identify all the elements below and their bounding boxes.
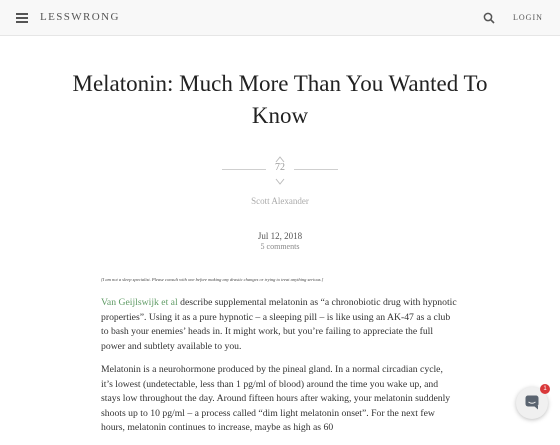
paragraph-text: describe supplemental melatonin as “a chronobiotic drug with hypnotic properties”. Using it as a pure hypnotic – a sleeping pill – is like using an AK-47 as a club to bash your enemies’ heads in. It might work, but you’re failing to appreciate the full power and subtlety available to you. — [101, 297, 457, 352]
menu-icon[interactable] — [16, 13, 28, 23]
divider-left — [222, 169, 266, 170]
login-button[interactable]: LOGIN — [513, 13, 543, 22]
post-title: Melatonin: Much More Than You Wanted To Know — [72, 71, 488, 128]
body-paragraph: Melatonin is a neurohormone produced by the pineal gland. In a normal circadian cycle, it’s lowest (undetectable, less than 1 pg/ml of blood) around the time you wake up, and stays low throughout the day. Around fifteen hours after waking, your melatonin suddenly shoots up to 10 pg/ml – a process called “dim light melatonin onset”. For the next few hours, melatonin continues to increase, maybe as high as 60 — [101, 364, 451, 433]
disclaimer-note: [I am not a sleep specialist. Please consult with one before making any drastic changes or trying to treat anything serious.] — [101, 277, 324, 282]
vote-widget — [0, 152, 560, 192]
chat-icon — [525, 395, 539, 410]
site-logo[interactable]: LESSWRONG — [40, 11, 120, 23]
karma-score: 72 — [275, 162, 285, 173]
search-icon[interactable] — [483, 12, 495, 24]
comments-count-link[interactable]: 5 comments — [260, 242, 300, 251]
body-paragraph — [101, 296, 457, 354]
divider-right — [294, 169, 338, 170]
citation-link[interactable]: Van Geijlswijk et al — [101, 297, 178, 308]
top-navigation-bar — [0, 0, 560, 36]
post-body — [101, 296, 457, 445]
downvote-icon[interactable] — [275, 178, 285, 186]
post-date: Jul 12, 2018 — [257, 231, 303, 241]
notification-badge: 1 — [540, 384, 550, 394]
post-author[interactable]: Scott Alexander — [251, 196, 309, 206]
